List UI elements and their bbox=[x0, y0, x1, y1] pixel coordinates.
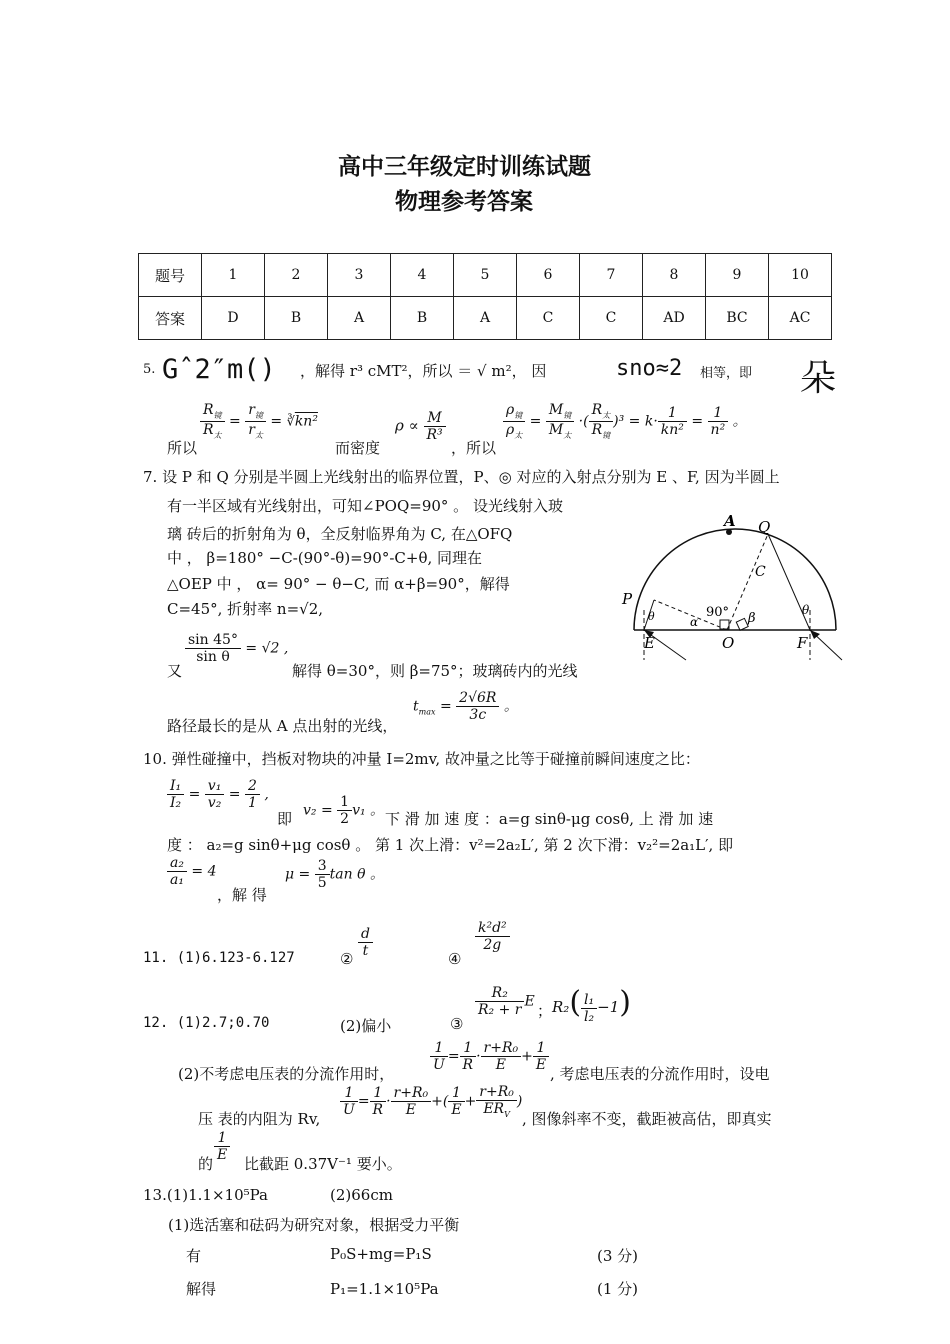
table-cell: A bbox=[454, 297, 517, 340]
q7-formula-tmax: $t_{max}$ = $\frac{2√6R}{3c}$ 。 bbox=[413, 690, 518, 723]
page-title: 高中三年级定时训练试题 bbox=[338, 154, 591, 180]
table-cell: 7 bbox=[580, 254, 643, 297]
q12-line: 12. (1)2.7;0.70 bbox=[143, 1015, 270, 1031]
table-cell: B bbox=[265, 297, 328, 340]
diagram-label-O: O bbox=[722, 634, 735, 652]
table-cell: 10 bbox=[769, 254, 832, 297]
q10-formula-ratio: $\frac{\text{I₁}}{\text{I₂}}$ = $\frac{\text{v₁}}{\text{v₂}}$ = $\frac{2}{1}$ , bbox=[167, 778, 269, 811]
q7-line-7: 解得 θ=30°，则 β=75°；玻璃砖内的光线 bbox=[292, 662, 578, 680]
q10-line-1: 10. 弹性碰撞中，挡板对物块的冲量 I=2mv, 故冲量之比等于碰撞前瞬间速度之比： bbox=[143, 750, 700, 768]
q12-formula-2: $\frac{1}{U}$ = $\frac{1}{R}$ · $\frac{\text{r+R₀}}{E}$ +( $\frac{1}{E}$ + $\frac{\text{r+R₀}}{ER_V}$ ) bbox=[340, 1084, 522, 1119]
refraction-diagram bbox=[620, 510, 850, 670]
q5-garbled-text: Gˆ2″m() bbox=[162, 354, 276, 385]
table-cell: 9 bbox=[706, 254, 769, 297]
q12-formula-1: $\frac{1}{U}$ = $\frac{1}{R}$ · $\frac{\text{r+R₀}}{E}$ + $\frac{1}{E}$ bbox=[430, 1040, 549, 1073]
table-cell: 3 bbox=[328, 254, 391, 297]
q10-line-2: 下 滑 加 速 度 ：a=g sinθ-μg cosθ, 上 滑 加 速 bbox=[385, 810, 714, 828]
q11-formula-d-t: $\frac{d}{t}$ bbox=[358, 926, 373, 959]
diagram-label-theta-left: θ bbox=[648, 610, 655, 623]
q5-formula-ratio: $\frac{R_镜}{R_太}$ = $\frac{r_镜}{r_太}$ = ∛kn² bbox=[200, 402, 318, 441]
q13-you: 有 bbox=[186, 1247, 202, 1265]
table-header-cell: 题号 bbox=[139, 254, 202, 297]
q13-eq-1: P₀S+mg=P₁S bbox=[330, 1245, 432, 1263]
q5-number: 5. bbox=[143, 362, 156, 377]
diagram-label-Q: Q bbox=[758, 518, 771, 536]
q13-part-2: (2)66cm bbox=[330, 1186, 393, 1204]
table-cell: 2 bbox=[265, 254, 328, 297]
table-cell: C bbox=[580, 297, 643, 340]
q13-line-1: (1)选活塞和砝码为研究对象，根据受力平衡 bbox=[168, 1216, 460, 1234]
diagram-label-alpha: α bbox=[690, 615, 699, 629]
table-cell: D bbox=[202, 297, 265, 340]
q12-formula-r2: R₂( $\frac{\text{l₁}}{\text{l₂}}$ −1) bbox=[552, 985, 631, 1025]
table-cell: A bbox=[328, 297, 391, 340]
page-subtitle: 物理参考答案 bbox=[395, 189, 533, 215]
table-cell: AC bbox=[769, 297, 832, 340]
table-cell: C bbox=[517, 297, 580, 340]
q10-jiede: ，解 得 bbox=[217, 886, 267, 904]
q10-formula-v2: v₂ = $\frac{1}{2}$ v₁ 。 bbox=[303, 794, 385, 827]
q12-line-2a: 压 表的内阻为 Rv, bbox=[198, 1110, 321, 1128]
table-cell: B bbox=[391, 297, 454, 340]
q7-line-2: 有一半区域有光线射出，可知∠POQ=90° 。 设光线射入玻 bbox=[167, 497, 563, 515]
table-cell: 4 bbox=[391, 254, 454, 297]
answer-table bbox=[138, 253, 832, 340]
q12-line-1b: , 考虑电压表的分流作用时，设电 bbox=[550, 1065, 770, 1083]
q10-formula-mu: μ = $\frac{3}{5}$ tan θ 。 bbox=[285, 858, 384, 891]
q12-part-2: (2)偏小 bbox=[340, 1017, 392, 1035]
q13-line: 13.(1)1.1×10⁵Pa bbox=[143, 1186, 268, 1204]
table-cell: BC bbox=[706, 297, 769, 340]
q13-score-1: (3 分) bbox=[597, 1247, 639, 1265]
table-cell: 5 bbox=[454, 254, 517, 297]
q12-line-3a: 的 bbox=[198, 1155, 214, 1173]
q5-text-2: 相等，即 bbox=[700, 366, 753, 381]
q7-line-4: 中 ， β=180° −C-(90°-θ)=90°-C+θ, 同理在 bbox=[167, 549, 483, 567]
q10-formula-a: $\frac{\text{a₂}}{\text{a₁}}$ = 4 bbox=[167, 855, 217, 888]
q12-part-3: ③ bbox=[450, 1015, 464, 1033]
q13-eq-2: P₁=1.1×10⁵Pa bbox=[330, 1280, 439, 1298]
q7-formula-n: $\frac{\sin 45^\circ}{\text{sin θ}}$ = √2 , bbox=[185, 632, 288, 665]
q5-formula-density: ρ ∝ $\frac{M}{\text{R³}}$ bbox=[395, 410, 446, 443]
q7-you: 又 bbox=[167, 662, 183, 680]
table-cell: 6 bbox=[517, 254, 580, 297]
q11-line: 11. (1)6.123-6.127 bbox=[143, 950, 295, 966]
diagram-label-beta: β bbox=[748, 611, 756, 626]
q12-formula-3: $\frac{1}{E}$ bbox=[214, 1130, 230, 1163]
q7-line-6: C=45°, 折射率 n=√2, bbox=[167, 600, 324, 618]
diagram-label-90: 90° bbox=[706, 605, 730, 620]
q7-line-8: 路径最长的是从 A 点出射的光线， bbox=[167, 717, 398, 735]
q5-big-char: 朵 bbox=[800, 358, 837, 399]
table-cell: 1 bbox=[202, 254, 265, 297]
q5-suoyi-2: ，所以 bbox=[451, 439, 497, 457]
q7-line-1: 7. 设 P 和 Q 分别是半圆上光线射出的临界位置，P、◎ 对应的入射点分别为 E 、F, 因为半圆上 bbox=[143, 468, 780, 486]
q11-part-2: ② bbox=[340, 950, 354, 968]
table-row bbox=[139, 254, 832, 297]
q12-line-2b: , 图像斜率不变，截距被高估，即真实 bbox=[522, 1110, 772, 1128]
q5-suoyi: 所以 bbox=[167, 439, 198, 457]
q5-formula-result: $\frac{\rho_镜}{\rho_太}$ = $\frac{M_镜}{M_太}$ ·( $\frac{R_太}{R_镜}$ )³ = k· $\frac{1}{\text{kn²}}$ = $\frac{1}{\text{n²}}$ 。 bbox=[503, 402, 747, 441]
diagram-label-A: A bbox=[724, 512, 736, 530]
diagram-label-E: E bbox=[644, 634, 655, 652]
table-header-cell: 答案 bbox=[139, 297, 202, 340]
q10-line-3: 度 ： a₂=g sinθ+μg cosθ 。 第 1 次上滑：v²=2a₂L′, 第 2 次下滑：v₂²=2a₁L′, 即 bbox=[167, 836, 734, 854]
q11-part-4: ④ bbox=[448, 950, 462, 968]
table-cell: AD bbox=[643, 297, 706, 340]
q12-semicolon: ； bbox=[537, 1002, 553, 1020]
q12-formula-e: $\frac{\text{R₂}}{\text{R₂ + r}}$ E bbox=[475, 985, 535, 1018]
diagram-label-P: P bbox=[622, 590, 633, 608]
q5-text: ，解得 r³ cMT²，所以 ＝ √ m²， 因 bbox=[300, 362, 547, 380]
q13-score-2: (1 分) bbox=[597, 1280, 639, 1298]
q10-ji: 即 bbox=[277, 810, 293, 828]
diagram-label-theta-right: θ bbox=[802, 603, 810, 617]
q5-midu: 而密度 bbox=[335, 439, 381, 457]
diagram-label-F: F bbox=[797, 634, 808, 652]
q12-line-3b: 比截距 0.37V⁻¹ 要小。 bbox=[244, 1155, 402, 1173]
q5-garbled-text-2: snο≈2 bbox=[616, 356, 683, 381]
q7-line-3: 璃 砖后的折射角为 θ，全反射临界角为 C, 在△OFQ bbox=[167, 525, 513, 543]
q12-line-1a: (2)不考虑电压表的分流作用时， bbox=[178, 1065, 395, 1083]
q13-jiede: 解得 bbox=[186, 1280, 217, 1298]
diagram-label-C: C bbox=[755, 564, 766, 580]
q11-formula-k2d2: $\frac{\text{k²d²}}{2g}$ bbox=[475, 920, 510, 953]
q7-line-5: △OEP 中 ， α= 90° − θ−C, 而 α+β=90°，解得 bbox=[167, 575, 510, 593]
table-cell: 8 bbox=[643, 254, 706, 297]
table-row bbox=[139, 297, 832, 340]
